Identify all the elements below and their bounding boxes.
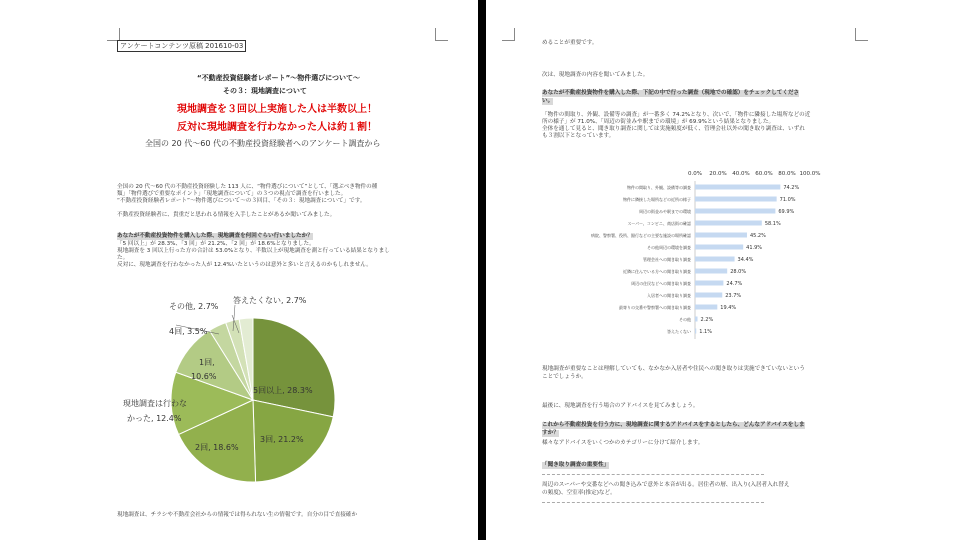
- bar-mark: [695, 197, 777, 202]
- pie-label-4: 4回, 3.5%: [169, 327, 208, 336]
- headline-2: 反対に現地調査を行わなかった人は約１割！: [177, 122, 377, 133]
- bar-mark: [695, 317, 698, 322]
- body-line: 最後に、現地調査を行う場合のアドバイスを見てみましょう。: [542, 403, 699, 409]
- advice-box-title: 「聞き取り調査の重要性」: [542, 462, 610, 468]
- question-heading: あなたが不動産投資物件を購入した際、下記の中で行った調査（現地での確認）をチェックしてくださ: [542, 90, 800, 96]
- page-divider: [478, 0, 486, 540]
- body-line: 周辺のスーパーや交番などへの聞き込みで意外と本音が出る。居住者の層、出入り(入居者入れ替え: [542, 482, 790, 488]
- bar-value-label: 45.2%: [749, 233, 766, 239]
- survey-subtitle: 全国の 20 代～60 代の不動産投資経験者へのアンケート調査から: [145, 139, 381, 148]
- category-label: 病院、警察署、役所、銀行などの主要な施設の場所確認: [591, 233, 691, 238]
- body-line: た。: [117, 255, 129, 261]
- bar-mark: [695, 221, 762, 226]
- bar-mark: [695, 281, 723, 286]
- bar-mark: [695, 185, 780, 190]
- bar-value-label: 58.1%: [764, 221, 781, 227]
- bar-mark: [695, 269, 727, 274]
- body-line: 全国の 20 代～60 代の不動産投資経験した 113 人に、“物件選びについて”として、「選ぶべき物件の種: [117, 184, 378, 190]
- body-line: 「物件の間取り、外観、設備等の調査」が一番多く 74.2%となり、次いで、「物件に隣接した場所などの近: [542, 112, 811, 118]
- bar-mark: [695, 257, 735, 262]
- bar-value-label: 69.9%: [778, 209, 795, 215]
- box-divider: [542, 502, 764, 503]
- category-label: 周辺の街並みや駅までの環境: [639, 209, 691, 214]
- question-heading: あなたが不動産投資物件を購入した際、現地調査を何回ぐらい行いましたか？: [117, 233, 313, 239]
- bar-mark: [695, 329, 696, 334]
- pie-label-2: 2回, 18.6%: [195, 443, 239, 452]
- box-divider: [542, 474, 764, 475]
- body-line: 現地調査を 3 回以上行った方の合計は 53.0%となり、半数以上が現地調査を測と行っている結果となりまし: [117, 248, 390, 254]
- bar-chart: [540, 165, 870, 345]
- category-label: その他: [679, 317, 691, 322]
- bar-mark: [695, 233, 747, 238]
- body-line: 反対に、現地調査を行わなかった人が 12.4%いたというのは意外と多いと言えるのかもしれません。: [117, 262, 372, 268]
- bar-value-label: 41.9%: [746, 245, 763, 251]
- pie-label-3: 3回, 21.2%: [260, 435, 304, 444]
- document-page-right: [500, 0, 870, 540]
- draft-stamp: アンケートコンテンツ原稿 201610-03: [117, 40, 246, 52]
- question-heading: これから不動産投資を行う方に、現地調査に関するアドバイスをするとしたら、どんなアドバイスをしま: [542, 422, 805, 428]
- body-line: 現地調査が重要なことは理解していても、なかなか入居者や住民への聞き取りは実施できていないという: [542, 366, 805, 372]
- category-label: 最寄りの交番や警察署への聞き取り調査: [619, 305, 691, 310]
- pie-chart: [105, 285, 450, 500]
- bar-value-label: 71.0%: [779, 197, 796, 203]
- bar-value-label: 34.4%: [737, 257, 754, 263]
- category-label: 管理会社への聞き取り調査: [643, 257, 691, 262]
- category-label: 物件に隣接した場所などの近所の様子: [623, 197, 691, 202]
- bar-mark: [695, 209, 775, 214]
- bar-mark: [695, 293, 722, 298]
- body-line: めることが重要です。: [542, 40, 598, 46]
- pie-label-5plus: 5回以上, 28.3%: [253, 386, 313, 395]
- bar-value-label: 2.2%: [700, 317, 714, 323]
- category-label: 答えたくない: [667, 329, 691, 334]
- axis-tick-label: 40.0%: [732, 171, 750, 177]
- headline-1: 現地調査を３回以上実施した人は半数以上！: [177, 104, 377, 115]
- bar-value-label: 1.1%: [699, 329, 712, 335]
- report-title: “不動産投資経験者レポート”～物件選びについて～: [197, 74, 361, 82]
- axis-tick-label: 0.0%: [688, 171, 702, 177]
- body-line: も３割以下となっています。: [542, 133, 615, 139]
- category-label: 周辺の住民などへの聞き取り調査: [631, 281, 691, 286]
- body-line: 類」「物件選びで重要なポイント」「現地調査について」の３つの視点で調査を行いました。: [117, 191, 347, 197]
- report-subtitle: その３：現地調査について: [223, 87, 307, 95]
- pie-label-none-a: 現地調査は行わな: [123, 399, 187, 408]
- body-line: 全体を通して見ると、聞き取り調査に関しては実施頻度が低く、管理会社以外の聞き取り調査は、いずれ: [542, 126, 805, 132]
- body-line: 「5 回以上」が 28.3%、「3 回」が 21.2%、「2 回」が 18.6%となりました。: [117, 241, 315, 247]
- question-heading-cont: い。: [542, 98, 554, 104]
- body-line: 様々なアドバイスをいくつかのカテゴリーに分けて紹介します。: [542, 440, 704, 446]
- category-label: 近隣に住んでいる方への聞き取り調査: [623, 269, 691, 274]
- bar-mark: [695, 245, 743, 250]
- pie-label-noanswer: 答えたくない, 2.7%: [233, 296, 307, 305]
- body-line: 不動産投資経験者に、貴重だと思われる情報を入手したことがあるか聞いてみました。: [117, 212, 336, 218]
- body-line: 現地調査は、チラシや不動産会社からの情報では得られない生の情報です。自分の目で直接確か: [117, 512, 358, 518]
- pie-label-none-b: かった, 12.4%: [127, 414, 182, 423]
- axis-tick-label: 80.0%: [778, 171, 796, 177]
- crop-mark: [855, 28, 868, 41]
- body-line: 所の様子」が 71.0%、「周辺の街並みや駅までの環境」が 69.9%という結果となりました。: [542, 119, 775, 125]
- bar-value-label: 24.7%: [726, 281, 743, 287]
- axis-tick-label: 100.0%: [799, 171, 821, 177]
- pie-label-1-a: 1回,: [199, 358, 215, 367]
- category-label: 入居者への聞き取り調査: [647, 293, 691, 298]
- category-label: 物件の間取り、外観、設備等の調査: [627, 185, 691, 190]
- axis-tick-label: 20.0%: [709, 171, 727, 177]
- axis-tick-label: 60.0%: [755, 171, 773, 177]
- category-label: その他周辺の環境を調査: [647, 245, 691, 250]
- category-label: スーパー、コンビニ、商店街の確認: [627, 221, 691, 226]
- bar-value-label: 74.2%: [783, 185, 800, 191]
- bar-value-label: 28.0%: [730, 269, 747, 275]
- crop-mark: [435, 28, 448, 41]
- pie-label-1-b: 10.6%: [191, 372, 217, 381]
- body-line: の頻度)、空室率(推定)など。: [542, 490, 616, 496]
- body-line: ことでしょうか。: [542, 374, 587, 380]
- crop-mark: [502, 28, 515, 41]
- bar-value-label: 19.4%: [720, 305, 737, 311]
- bar-mark: [695, 305, 717, 310]
- body-line: 次は、現地調査の内容を聞いてみました。: [542, 72, 649, 78]
- pie-slice-0: [253, 318, 335, 417]
- pie-label-other: その他, 2.7%: [169, 302, 219, 311]
- question-heading-cont: すか？: [542, 430, 559, 436]
- body-line: “不動産投資経験者レポート”～物件選びについて～の３回目、「その３：現地調査について」です。: [117, 198, 366, 204]
- bar-value-label: 23.7%: [725, 293, 742, 299]
- document-page-left: [105, 0, 450, 540]
